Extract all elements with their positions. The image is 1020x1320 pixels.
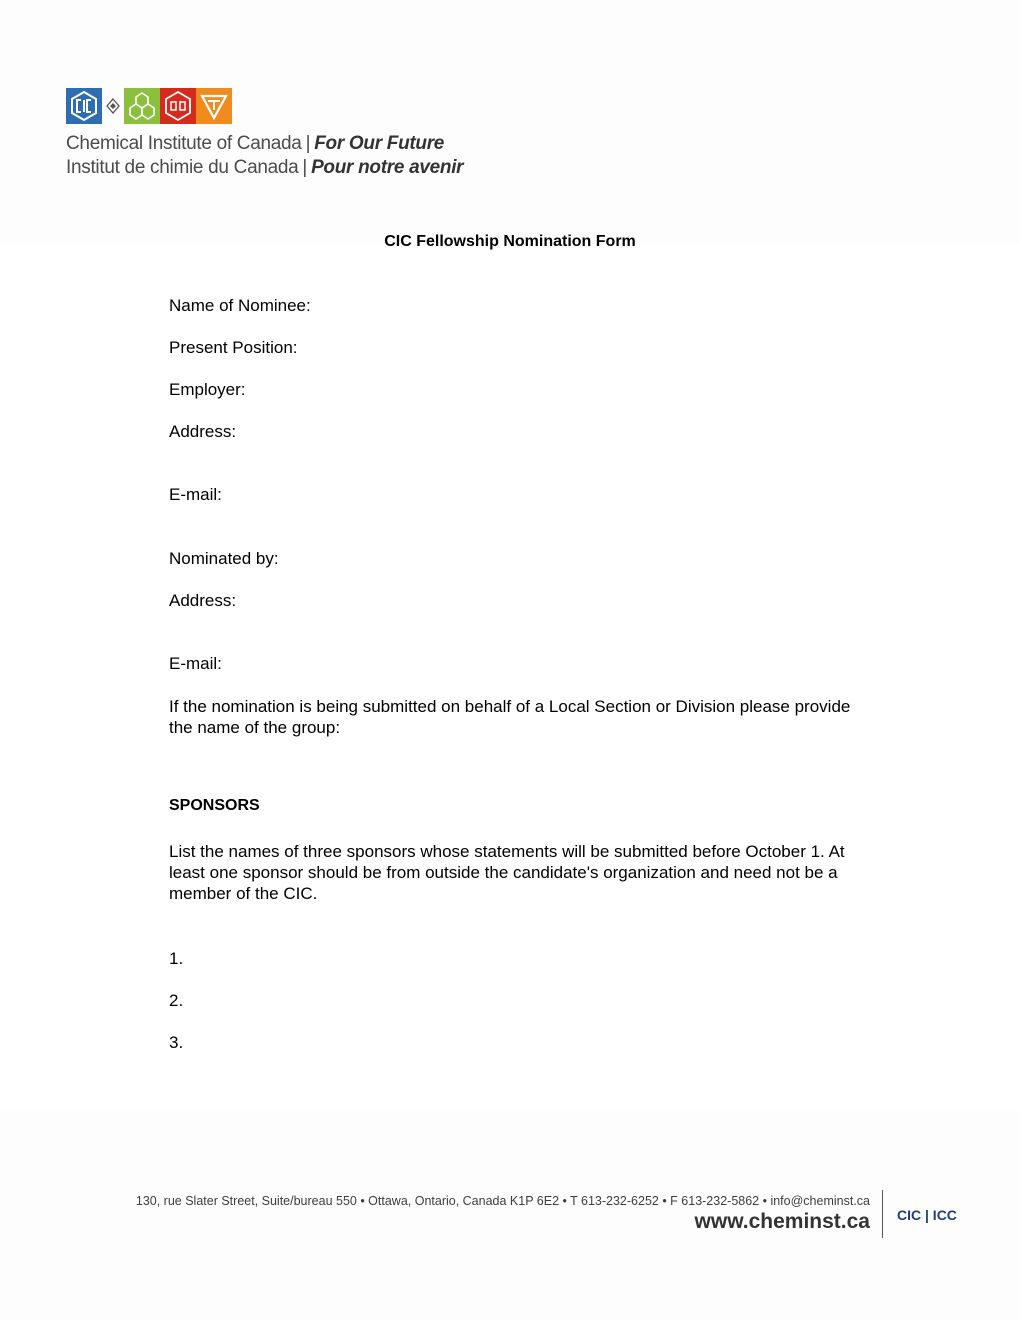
diamond-icon bbox=[102, 88, 124, 124]
form-title: CIC Fellowship Nomination Form bbox=[384, 233, 636, 250]
email-label: E-mail: bbox=[169, 485, 222, 504]
footer-divider bbox=[882, 1190, 883, 1238]
sponsor-item-1: 1. bbox=[169, 949, 184, 968]
institute-name-en bbox=[66, 133, 444, 155]
footer-cic-icc-mark: CIC | ICC bbox=[897, 1207, 957, 1223]
sponsors-heading: SPONSORS bbox=[169, 797, 260, 814]
present-position-label: Present Position: bbox=[169, 338, 298, 357]
nominated-by-label: Nominated by: bbox=[169, 549, 279, 568]
sponsor-item-2: 2. bbox=[169, 991, 184, 1010]
separator: | bbox=[302, 157, 308, 178]
nominator-address-label: Address: bbox=[169, 591, 237, 610]
sponsors-instruction: List the names of three sponsors whose statements will be submitted before October 1. At least one sponsor should be from outside the candidate's organization and need not be a member of the CIC. bbox=[169, 842, 845, 903]
nominee-name-label: Name of Nominee: bbox=[169, 296, 311, 315]
footer-address: 130, rue Slater Street, Suite/bureau 550 • Ottawa, Ontario, Canada K1P 6E2 • T 613-232-6252 • F 613-232-5862 • info@cheminst.ca bbox=[135, 1194, 870, 1208]
slogan-fr: Pour notre avenir bbox=[311, 157, 464, 178]
address-label: Address: bbox=[169, 422, 237, 441]
csc-logo bbox=[124, 88, 160, 124]
institute-name-fr-text: Institut de chimie du Canada bbox=[66, 157, 299, 178]
cic-logo bbox=[66, 88, 102, 124]
ctc-logo bbox=[196, 88, 232, 124]
employer-label: Employer: bbox=[169, 380, 246, 399]
csche-logo bbox=[160, 88, 196, 124]
sponsor-item-3: 3. bbox=[169, 1033, 184, 1052]
separator: | bbox=[305, 133, 311, 154]
institute-name-fr bbox=[66, 157, 463, 179]
group-instruction: If the nomination is being submitted on behalf of a Local Section or Division please provide the name of the group: bbox=[169, 697, 851, 737]
institute-name-en-text: Chemical Institute of Canada bbox=[66, 133, 302, 154]
institute-logo bbox=[66, 87, 232, 125]
slogan-en: For Our Future bbox=[314, 133, 445, 154]
nominator-email-label: E-mail: bbox=[169, 654, 222, 673]
footer-website: www.cheminst.ca bbox=[694, 1210, 870, 1233]
